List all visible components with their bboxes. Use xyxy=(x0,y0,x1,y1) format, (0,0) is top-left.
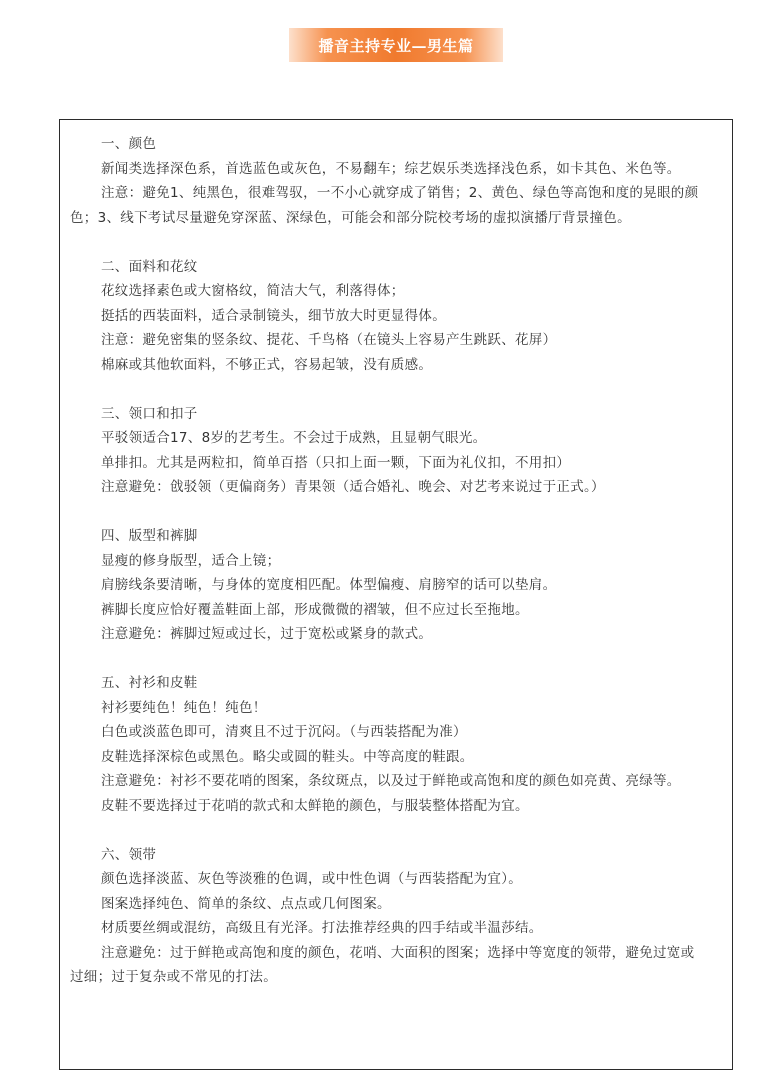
paragraph: 注意避免：过于鲜艳或高饱和度的颜色，花哨、大面积的图案；选择中等宽度的领带，避免过宽或过细；过于复杂或不常见的打法。 xyxy=(70,944,695,985)
paragraph: 平驳领适合17、8岁的艺考生。不会过于成熟，且显朝气眼光。 xyxy=(101,430,487,446)
paragraph: 注意避免：衬衫不要花哨的图案，条纹斑点，以及过于鲜艳或高饱和度的颜色如亮黄、亮绿等。 xyxy=(101,773,681,789)
paragraph: 挺括的西装面料，适合录制镜头，细节放大时更显得体。 xyxy=(101,307,446,324)
paragraph: 材质要丝绸或混纺，高级且有光泽。打法推荐经典的四手结或半温莎结。 xyxy=(101,920,543,936)
paragraph: 注意避免：裤脚过短或过长，过于宽松或紧身的款式。 xyxy=(101,626,433,642)
paragraph: 显瘦的修身版型，适合上镜； xyxy=(101,552,281,569)
content-box xyxy=(59,119,733,1070)
paragraph: 单排扣。尤其是两粒扣，简单百搭（只扣上面一颗，下面为礼仪扣，不用扣） xyxy=(101,454,571,471)
paragraph: 注意：避免密集的竖条纹、提花、千鸟格（在镜头上容易产生跳跃、花屏） xyxy=(101,332,557,348)
paragraph: 皮鞋选择深棕色或黑色。略尖或圆的鞋头。中等高度的鞋跟。 xyxy=(101,748,474,765)
section-tie xyxy=(70,843,704,990)
section-fit xyxy=(70,524,704,647)
paragraph: 棉麻或其他软面料，不够正式，容易起皱，没有质感。 xyxy=(101,356,433,373)
paragraph: 白色或淡蓝色即可，清爽且不过于沉闷。（与西装搭配为准） xyxy=(101,724,467,740)
paragraph: 颜色选择淡蓝、灰色等淡雅的色调，或中性色调（与西装搭配为宜）。 xyxy=(101,871,523,887)
paragraph: 皮鞋不要选择过于花哨的款式和太鲜艳的颜色，与服装整体搭配为宜。 xyxy=(101,797,529,814)
section-heading: 一、颜色 xyxy=(101,136,157,152)
paragraph: 图案选择纯色、简单的条纹、点点或几何图案。 xyxy=(101,895,391,912)
paragraph: 花纹选择素色或大窗格纹，简洁大气，利落得体； xyxy=(101,283,405,299)
page-title: 播音主持专业—男生篇 xyxy=(318,36,474,55)
section-color xyxy=(70,132,704,230)
paragraph: 肩膀线条要清晰，与身体的宽度相匹配。体型偏瘦、肩膀窄的话可以垫肩。 xyxy=(101,577,557,593)
paragraph: 注意避免：戗驳领（更偏商务）青果领（适合婚礼、晚会、对艺考来说过于正式。） xyxy=(101,479,605,495)
paragraph: 衬衫要纯色！纯色！纯色！ xyxy=(101,699,267,716)
section-heading: 五、衬衫和皮鞋 xyxy=(101,675,198,691)
paragraph: 新闻类选择深色系，首选蓝色或灰色，不易翻车；综艺娱乐类选择浅色系，如卡其色、米色等。 xyxy=(101,160,681,177)
paragraph: 裤脚长度应恰好覆盖鞋面上部，形成微微的褶皱，但不应过长至拖地。 xyxy=(101,601,529,618)
section-collar xyxy=(70,402,704,500)
section-shirt-shoes xyxy=(70,671,704,818)
paragraph: 注意：避免1、纯黑色，很难驾驭，一不小心就穿成了销售；2、黄色、绿色等高饱和度的晃眼的颜色；3、线下考试尽量避免穿深蓝、深绿色，可能会和部分院校考场的虚拟演播厅背景撞色。 xyxy=(70,185,699,226)
section-fabric xyxy=(70,255,704,378)
section-heading: 三、领口和扣子 xyxy=(101,405,198,422)
section-heading: 六、领带 xyxy=(101,846,157,863)
section-heading: 二、面料和花纹 xyxy=(101,258,198,275)
section-heading: 四、版型和裤脚 xyxy=(101,528,198,544)
title-banner xyxy=(289,28,503,62)
